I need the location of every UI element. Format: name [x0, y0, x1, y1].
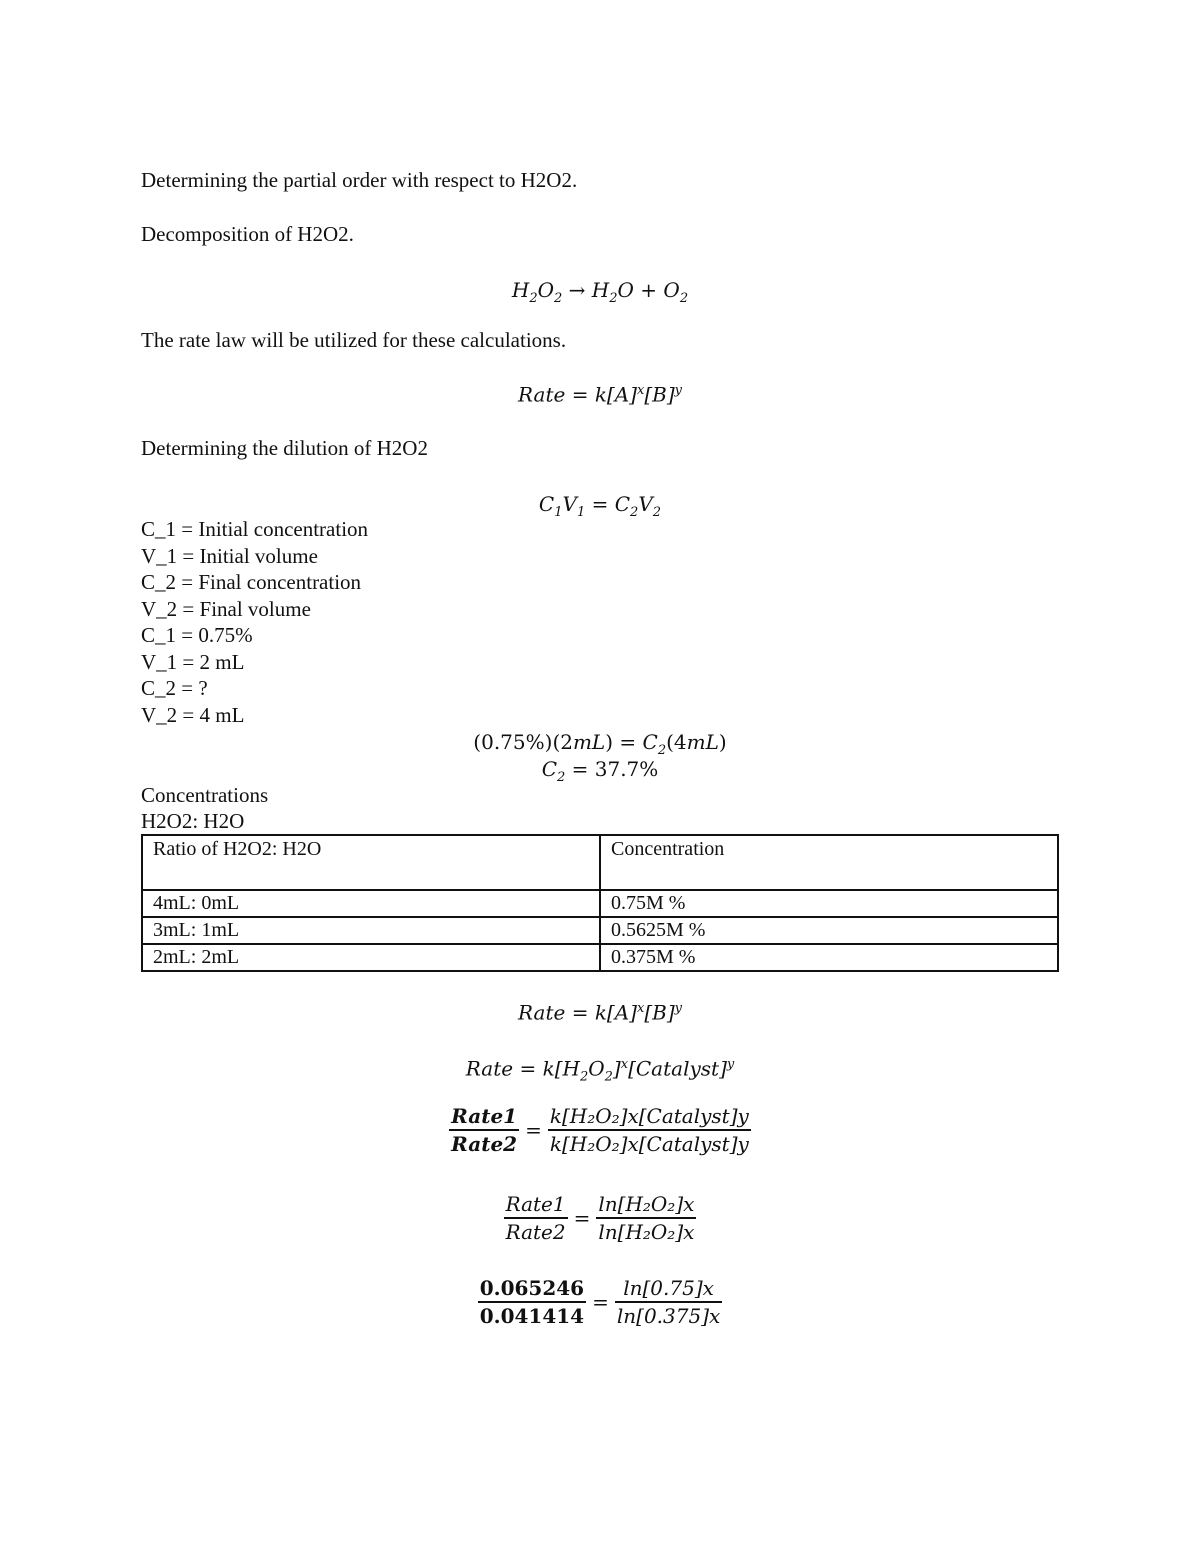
heading: Determining the partial order with respect to H2O2. — [141, 168, 578, 192]
definition-item: V_2 = 4 mL — [141, 702, 245, 727]
table-cell: 0.5625M % — [600, 917, 1058, 944]
concentration-table — [141, 834, 1059, 972]
table-row — [142, 944, 1058, 971]
definition-item: C_2 = ? — [141, 676, 208, 700]
decomposition-label: Decomposition of H2O2. — [141, 222, 354, 246]
rate-equation-specific: Rate = $k[H_2O_2]^x[Catalyst]^y$ — [465, 1056, 735, 1085]
fraction: $\frac{\text{Rate1}}{\text{Rate2}}$ — [451, 1104, 518, 1156]
definition-item: V_2 = Final volume — [141, 596, 311, 621]
table-cell: 2mL: 2mL — [142, 944, 600, 971]
ratio-equation-1: $\frac{\text{Rate1}}{\text{Rate2}}$ = $\frac{\text{k[H₂O₂]x[Catalyst]y}}{\text{k[H₂O₂]x[Catalyst]y}}$ — [451, 1104, 749, 1156]
dilution-heading: Determining the dilution of H2O2 — [141, 436, 428, 460]
ratio-label: H2O2: H2O — [141, 809, 245, 833]
table-cell: 3mL: 1mL — [142, 917, 600, 944]
concentrations-label: Concentrations — [141, 783, 269, 807]
table-header-ratio: Ratio of H2O2: H2O — [142, 835, 600, 890]
definition-item: C_1 = 0.75% — [141, 623, 253, 647]
calculation-equation-2: $C_2 = 37.7\%$ — [541, 757, 659, 785]
fraction: $\frac{\text{ln[H₂O₂]x}}{\text{ln[H₂O₂]x}}$ — [598, 1192, 695, 1244]
definition-item: C_2 = Final concentration — [141, 570, 362, 594]
rate-law-text: The rate law will be utilized for these calculations. — [141, 328, 567, 352]
definitions-list — [141, 516, 368, 728]
table-row — [142, 917, 1058, 944]
definition-item: C_1 = Initial concentration — [141, 517, 369, 541]
rate-law-equation: Rate = $k[A]^x[B]^y$ — [518, 382, 682, 407]
definition-item: V_1 = 2 mL — [141, 649, 245, 674]
reaction-equation: $H_2O_2 \to H_2O + O_2$ — [511, 278, 689, 306]
ratio-equation-2: $\frac{\text{Rate1}}{\text{Rate2}}$ = $\frac{\text{ln[H₂O₂]x}}{\text{ln[H₂O₂]x}}$ — [505, 1192, 695, 1244]
calculation-equation-1: $(0.75\%)(2mL) = C_2(4mL)$ — [473, 730, 727, 758]
ratio-equation-3: $\frac{0.065246}{0.041414}$ = $\frac{\ln[0.75]x}{\ln[0.375]x}$ — [479, 1276, 721, 1328]
table-header-concentration: Concentration — [600, 835, 1058, 890]
fraction: $\frac{0.065246}{0.041414}$ — [479, 1276, 585, 1328]
definition-item: V_1 = Initial volume — [141, 543, 318, 568]
table-cell: 0.75M % — [600, 890, 1058, 917]
table-cell: 0.375M % — [600, 944, 1058, 971]
dilution-equation: $C_1V_1 = C_2V_2$ — [538, 492, 662, 520]
table-header-row — [142, 835, 1058, 890]
fraction: $\frac{\text{k[H₂O₂]x[Catalyst]y}}{\text{k[H₂O₂]x[Catalyst]y}}$ — [549, 1104, 749, 1156]
rate-equation-general: Rate = $k[A]^x[B]^y$ — [518, 1000, 682, 1025]
table-row — [142, 890, 1058, 917]
table-cell: 4mL: 0mL — [142, 890, 600, 917]
fraction: $\frac{\text{Rate1}}{\text{Rate2}}$ — [505, 1192, 566, 1244]
fraction: $\frac{\ln[0.75]x}{\ln[0.375]x}$ — [616, 1276, 721, 1328]
